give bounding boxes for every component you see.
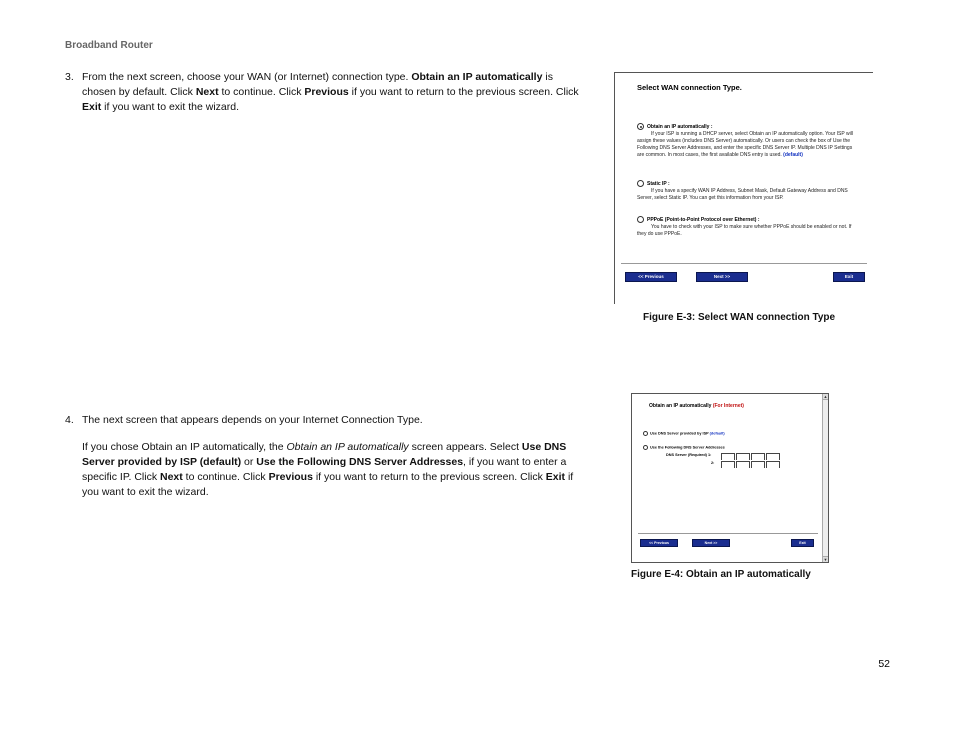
step-number: 3.: [65, 71, 74, 83]
step-4: [65, 413, 595, 503]
default-link[interactable]: (default): [783, 151, 803, 158]
screen-title: [649, 403, 744, 409]
text: if you want to return to the previous screen. Click: [348, 86, 579, 98]
previous-button[interactable]: << Previous: [625, 272, 677, 282]
text: or: [241, 456, 257, 468]
dns2-octet-4[interactable]: [766, 461, 780, 468]
scroll-up-icon[interactable]: ▲: [823, 394, 828, 399]
dns1-octet-2[interactable]: [736, 453, 750, 460]
bold-term: Previous: [304, 86, 349, 98]
text: if you want to return to the previous screen. Click: [312, 471, 546, 483]
text: if you want to exit the wizard.: [101, 101, 239, 113]
option-desc: If your ISP is running a DHCP server, select Obtain an IP automatically option. Your ISP will assign these values (includes DNS Server) automatically. Or users can check the box of Use the Following DNS Server Addresses, and enter the specific DNS Server IP. Multiple DNS IP Settings are common. In most cases, the first available DNS entry is used.: [637, 130, 853, 158]
step-intro: The next screen that appears depends on your Internet Connection Type.: [82, 414, 423, 426]
step-number: 4.: [65, 414, 74, 426]
bold-term: Use DNS Server provided by ISP (default): [82, 441, 567, 468]
text: screen appears. Select: [408, 441, 522, 453]
divider: [638, 533, 818, 534]
scroll-down-icon[interactable]: ▼: [823, 557, 828, 562]
dns2-octet-1[interactable]: [721, 461, 735, 468]
option-label: PPPoE (Point-to-Point Protocol over Ethernet) :: [647, 216, 760, 223]
dns1-octet-1[interactable]: [721, 453, 735, 460]
exit-button[interactable]: Exit: [791, 539, 814, 547]
dns1-octet-4[interactable]: [766, 453, 780, 460]
bold-term: Previous: [268, 471, 313, 483]
text: From the next screen, choose your WAN (or Internet) connection type.: [82, 71, 412, 83]
step-3: [65, 70, 595, 120]
next-button[interactable]: Next >>: [696, 272, 748, 282]
radio-icon[interactable]: [637, 180, 644, 187]
divider: [621, 263, 867, 264]
dns2-label: 2:: [711, 461, 715, 465]
radio-selected-icon[interactable]: [643, 431, 648, 436]
text: to continue. Click: [218, 86, 305, 98]
option-static-ip: [637, 180, 855, 202]
bold-term: Next: [195, 86, 219, 98]
text: to continue. Click: [182, 471, 269, 483]
previous-button[interactable]: << Previous: [640, 539, 678, 547]
option-pppoe: [637, 216, 855, 238]
dns2-octet-2[interactable]: [736, 461, 750, 468]
title-suffix: (For Internet): [712, 403, 744, 409]
bold-term: Use the Following DNS Server Addresses: [256, 456, 464, 468]
option-obtain-ip: [637, 123, 855, 159]
text: is chosen by default. Click: [82, 71, 553, 98]
text: , if you want to enter a specific IP. Click: [82, 456, 567, 483]
default-link[interactable]: (default): [709, 431, 725, 436]
bold-term: Exit: [82, 101, 102, 113]
option-isp-dns: [643, 431, 725, 436]
option-label: Obtain an IP automatically :: [647, 123, 713, 130]
page-number: 52: [878, 658, 890, 670]
option-desc: If you have a specify WAN IP Address, Subnet Mask, Default Gateway Address and DNS Server, select Static IP. You can get this information from your ISP.: [637, 187, 848, 201]
text: if you want to exit the wizard.: [82, 471, 574, 498]
step-text: [82, 70, 587, 115]
figure-wan-type-screenshot: [614, 72, 873, 304]
step-text: [82, 413, 587, 500]
figure-caption: Figure E-3: Select WAN connection Type: [643, 312, 836, 323]
scrollbar[interactable]: [822, 394, 828, 562]
exit-button[interactable]: Exit: [833, 272, 865, 282]
step-detail: [82, 440, 587, 500]
option-label: Use the Following DNS Server Addresses: [650, 445, 725, 450]
option-custom-dns: [643, 445, 725, 450]
dns1-label: DNS Server (Required) 1:: [666, 453, 712, 457]
figure-obtain-ip-screenshot: [631, 393, 829, 563]
radio-icon[interactable]: [637, 216, 644, 223]
dns1-octet-3[interactable]: [751, 453, 765, 460]
text: If you chose Obtain an IP automatically, the: [82, 441, 287, 453]
next-button[interactable]: Next >>: [692, 539, 730, 547]
dns2-octet-3[interactable]: [751, 461, 765, 468]
title-text: Obtain an IP automatically: [649, 403, 712, 409]
bold-term: Obtain an IP automatically: [411, 71, 543, 83]
italic-term: Obtain an IP automatically: [286, 441, 409, 453]
bold-term: Next: [160, 471, 183, 483]
figure-caption: Figure E-4: Obtain an IP automatically: [631, 569, 811, 580]
option-label: Use DNS Server provided by ISP: [650, 431, 709, 436]
radio-icon[interactable]: [643, 445, 648, 450]
radio-selected-icon[interactable]: [637, 123, 644, 130]
option-desc: You have to check with your ISP to make sure whether PPPoE should be enabled or not. If they do use PPPoE.: [637, 223, 852, 237]
bold-term: Exit: [545, 471, 566, 483]
option-label: Static IP :: [647, 180, 670, 187]
screen-title: Select WAN connection Type.: [637, 83, 742, 92]
running-header: Broadband Router: [65, 40, 153, 51]
